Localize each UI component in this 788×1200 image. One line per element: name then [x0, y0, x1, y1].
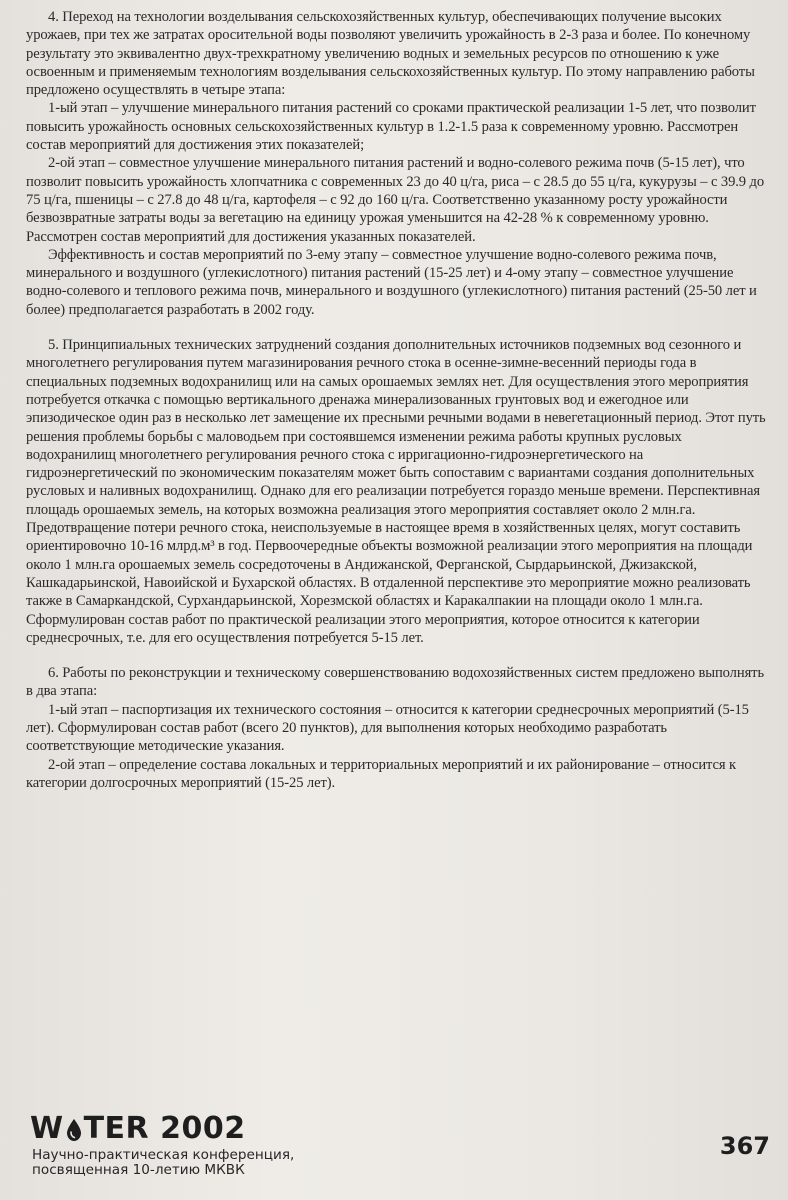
- paragraph-stage-1: 1-ый этап – улучшение минерального питания растений со сроками практической реализации 1-5 лет, что позволит повысить урожайность основных сельскохозяйственных культур в 1.2-1.5 раза к современному уровню. Рассмотрен состав мероприятий для достижения этих показателей;: [26, 100, 756, 154]
- water-2002-logo: [30, 1112, 246, 1146]
- paragraph-gap: [26, 319, 770, 336]
- conference-line-2: посвященная 10-летию МКВК: [32, 1162, 245, 1178]
- paragraph-section-4: 4. Переход на технологии возделывания сельскохозяйственных культур, обеспечивающих получение высоких урожаев, при тех же затратах оросительной воды позволяют увеличить урожайность в 2-3 раза и более. По конечному результату это эквивалентно двух-трехкратному увеличению водных и земельных ресурсов по отношению к уже освоенным и применяемым технологиям возделывания сельскохозяйственных культур. По этому направлению работы предложено осуществлять в четыре этапа:: [26, 9, 755, 99]
- paragraph-section-6-stage-1: 1-ый этап – паспортизация их технического состояния – относится к категории среднесрочных мероприятий (5-15 лет). Сформулирован состав работ (всего 20 пунктов), для выполнения которых необходимо разработать соответствующие методические указания.: [26, 701, 749, 755]
- conference-caption: [32, 1148, 294, 1178]
- water-drop-icon: [65, 1118, 83, 1142]
- article-body: [26, 8, 770, 792]
- paragraph-section-6: 6. Работы по реконструкции и техническому совершенствованию водохозяйственных систем предложено выполнять в два этапа:: [26, 665, 765, 700]
- logo-text: TER 2002: [83, 1111, 246, 1146]
- paragraph-stage-3-4: Эффективность и состав мероприятий по 3-ему этапу – совместное улучшение водно-солевого режима почв, минерального и воздушного (углекислотного) питания растений (15-25 лет) и 4-ому этапу – совместное улучшение водно-солевого и теплового режима почв, минерального и воздушного (углекислотного) питания растений (25-50 лет и более) предполагается разработать в 2002 году.: [26, 246, 757, 318]
- page-footer: [30, 1112, 770, 1182]
- paragraph-stage-2: 2-ой этап – совместное улучшение минерального питания растений и водно-солевого режима почв (5-15 лет), что позволит повысить урожайность хлопчатника с современных 23 до 40 ц/га, риса – с 28.5 до 55 ц/га, кукурузы – с 39.9 до 75 ц/га, пшеницы – с 27.8 до 48 ц/га, картофеля – с 92 до 160 ц/га. Соответственно указанному росту урожайности безвозвратные затраты воды за вегетацию на единицу урожая уменьшится на 42-28 % к современному уровню. Рассмотрен состав мероприятий для достижения указанных показателей.: [26, 155, 765, 245]
- page-number: 367: [719, 1132, 770, 1160]
- paragraph-gap: [26, 647, 770, 664]
- paragraph-section-6-stage-2: 2-ой этап – определение состава локальных и территориальных мероприятий и их районирование – относится к категории долгосрочных мероприятий (15-25 лет).: [26, 756, 737, 791]
- paragraph-section-5: 5. Принципиальных технических затруднений создания дополнительных источников подземных вод сезонного и многолетнего регулирования путем магазинирования речного стока в осенне-зимне-весенний периоды года в специальных подземных водохранилищ или на самых орошаемых землях нет. Для осуществления этого мероприятия потребуется откачка с помощью вертикального дренажа минерализованных грунтовых вод и ежегодное или эпизодическое один раз в несколько лет замещение их пресными речными водами в невегетационный период. Этот путь решения проблемы борьбы с маловодьем при состоявшемся изменении режима работы крупных русловых водохранилищ многолетнего регулирования речного стока с ирригационно-гидроэнергетического на гидроэнергетический по экономическим показателям может быть сопоставим с вариантами создания дополнительных русловых и наливных водохранилищ. Однако для его реализации потребуется гораздо меньше времени. Перспективная площадь орошаемых земель, на которых возможна реализация этого мероприятия составляет около 2 млн.га. Предотвращение потери речного стока, неиспользуемые в настоящее время в хозяйственных целях, могут составить ориентировочно 10-16 млрд.м³ в год. Первоочередные объекты возможной реализации этого мероприятия на площади около 1 млн.га орошаемых земель сосредоточены в Андижанской, Ферганской, Сырдарьинской, Джизакской, Кашкадарьинской, Навоийской и Бухарской областях. В отдаленной перспективе это мероприятие можно реализовать также в Самаркандской, Сурхандарьинской, Хорезмской областях и Каракалпакии на площади около 1 млн.га. Сформулирован состав работ по практической реализации этого мероприятия, которое относится к категории среднесрочных, т.е. для его осуществления потребуется 5-15 лет.: [26, 337, 766, 646]
- logo-letter-w: W: [30, 1111, 64, 1146]
- conference-line-1: Научно-практическая конференция,: [32, 1147, 295, 1163]
